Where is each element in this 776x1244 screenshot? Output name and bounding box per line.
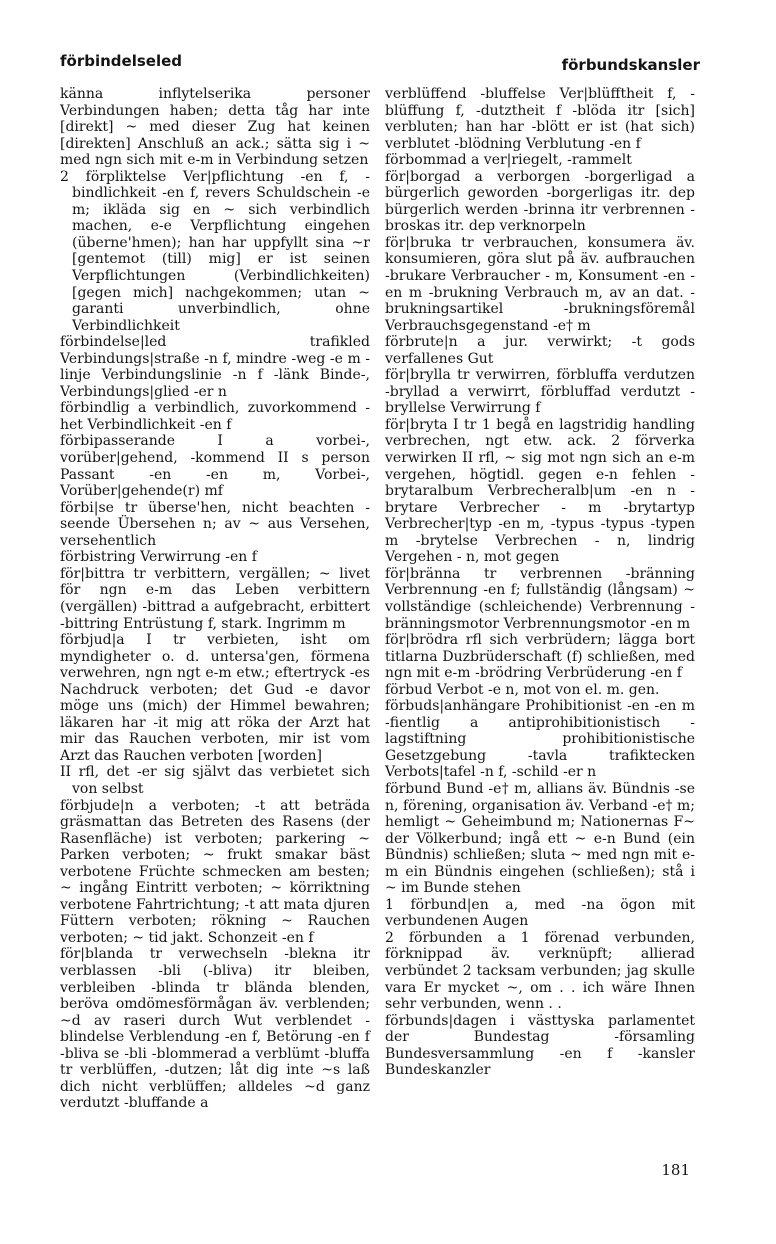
left-column: [60, 86, 370, 1112]
dictionary-entry: för|bruka tr verbrauchen, konsumera äv. konsumieren, göra slut på äv. aufbrauchen -brukare Verbraucher - m, Konsument -en -en m -brukning Verbrauch m, av an dat. -brukningsartikel -brukningsföremål Verbrauchsgegenstand -e† m: [385, 234, 695, 334]
page-number: 181: [661, 1161, 690, 1179]
dictionary-entry: förbunds|dagen i västtyska parlamentet der Bundestag -församling Bundesversammlung -en f -kansler Bundeskanzler: [385, 1012, 695, 1079]
dictionary-entry: förbrute|n a jur. verwirkt; -t gods verfallenes Gut: [385, 334, 695, 367]
dictionary-entry: för|brödra rfl sich verbrüdern; lägga bort titlarna Duzbrüderschaft (f) schließen, med ngn mit e-m -brödring Verbrüderung -en f: [385, 632, 695, 682]
dictionary-entry: förbjude|n a verboten; -t att beträda gräsmattan das Betreten des Rasens (der Rasenfläche) ist verboten; parkering ~ Parken verboten; ~ frukt smakar bäst verbotene Früchte schmecken am besten; ~ ingång Eintritt verboten; ~ körriktning verbotene Fahrtrichtung; -t att mata djuren Füttern verboten; rökning ~ Rauchen verboten; ~ tid jakt. Schonzeit -en f: [60, 797, 370, 946]
dictionary-entry: för|bryta I tr 1 begå en lagstridig handling verbrechen, ngt etw. ack. 2 förverka verwirken II rfl, ~ sig mot ngn sich an e-m vergehen, högtidl. gegen e-n fehlen -brytaralbum Verbrecheralb|um -en n -brytare Verbrecher - m -brytartyp Verbrecher|typ -en m, -typus -typus -typen m -brytelse Verbrechen - n, lindrig Vergehen - n, mot gegen: [385, 416, 695, 566]
dictionary-entry: förbindlig a verbindlich, zuvorkommend -het Verbindlichkeit -en f: [60, 400, 370, 433]
dictionary-entry: förbipasserande I a vorbei-, vorüber|gehend, -kommend II s person Passant -en -en m, Vorbei-, Vorüber|gehende(r) mf: [60, 433, 370, 500]
dictionary-entry: 1 förbund|en a, med -na ögon mit verbundenen Augen: [385, 896, 695, 930]
dictionary-entry: för|blanda tr verwechseln -blekna itr verblassen -bli (-bliva) itr bleiben, verbleiben -blinda tr blända blenden, beröva omdömesförmågan äv. verblenden; ~d av raseri durch Wut verblendet -blindelse Verblendung -en f, Betörung -en f -bliva se -bli -blommerad a verblümt -bluffa tr verblüffen, -dutzen; låt dig inte ~s laß dich nicht verblüffen; alldeles ~d ganz verdutzt -bluffande a: [60, 946, 370, 1112]
dictionary-entry: förbindelse|led trafikled Verbindungs|straße -n f, mindre -weg -e m -linje Verbindungslinie -n f -länk Binde-, Verbindungs|glied -er n: [60, 334, 370, 400]
dictionary-entry: förbuds|anhängare Prohibitionist -en -en m -fientlig a antiprohibitionistisch -lagstiftning prohibitionistische Gesetzgebung -tavla trafiktecken Verbots|tafel -n f, -schild -er n: [385, 698, 695, 781]
dictionary-entry: för|bränna tr verbrennen -bränning Verbrennung -en f; fullständig (långsam) ~ vollständige (schleichende) Verbrennung -bränningsmotor Verbrennungsmotor -en m: [385, 565, 695, 632]
dictionary-entry: 2 förbunden a 1 förenad verbunden, förknippad äv. verknüpft; allierad verbündet 2 tacksam verbunden; jag skulle vara Er mycket ~, om . . ich wäre Ihnen sehr verbunden, wenn . .: [385, 929, 695, 1013]
guide-word-left: förbindelseled: [60, 52, 182, 70]
dictionary-entry: förbi|se tr überse'hen, nicht beachten -seende Übersehen n; av ~ aus Versehen, versehentlich: [60, 499, 370, 549]
dictionary-entry: 2 förpliktelse Ver|pflichtung -en f, -bindlichkeit -en f, revers Schuldschein -e m; ikläda sig en ~ sich verbindlich machen, e-e Verpflichtung eingehen (überne'hmen); han har uppfyllt sina ~r [gentemot (till) mig] er ist seinen Verpflichtungen (Verbindlichkeiten) [gegen mich] nachgekommen; utan ~ garanti unverbindlich, ohne Verbindlichkeit: [60, 168, 370, 334]
dictionary-entry: förbjud|a I tr verbieten, isht om myndigheter o. d. untersa'gen, förmena verwehren, ngn ngt e-m etw.; eftertryck -es Nachdruck verboten; det Gud -e davor möge uns (mich) der Himmel bewahren; läkaren har -it mig att röka der Arzt hat mir das Rauchen verboten, mir ist vom Arzt das Rauchen verboten [worden]: [60, 632, 370, 764]
dictionary-entry: förbund Bund -e† m, allians äv. Bündnis -se n, förening, organisation äv. Verband -e† m; hemligt ~ Geheimbund m; Nationernas F~ der Völkerbund; ingå ett ~ e-n Bund (ein Bündnis) schließen; sluta ~ med ngn mit e-m ein Bündnis eingehen (schließen); stå i ~ im Bunde stehen: [385, 780, 695, 897]
dictionary-entry: för|brylla tr verwirren, förbluffa verdutzen -bryllad a verwirrt, förbluffad verdutzt -bryllelse Verwirrung f: [385, 367, 695, 417]
dictionary-entry: verblüffend -bluffelse Ver|blüfftheit f, -blüffung f, -dutztheit f -blöda itr [sich] verbluten; han har -blött er ist (hat sich) verblutet -blödning Verblutung -en f: [385, 86, 695, 152]
guide-word-right: förbundskansler: [561, 56, 700, 74]
dictionary-entry: förbommad a ver|riegelt, -rammelt: [385, 152, 632, 169]
dictionary-entry: förbistring Verwirrung -en f: [60, 549, 257, 566]
dictionary-entry: känna inflytelserika personer Verbindungen haben; detta tåg har inte [direkt] ~ med dieser Zug hat keinen [direkten] Anschluß an ack.; sätta sig i ~ med ngn sich mit e-m in Verbindung setzen: [60, 86, 370, 169]
dictionary-entry: för|borgad a verborgen -borgerligad a bürgerlich geworden -borgerligas itr. dep bürgerlich werden -brinna itr verbrennen -broskas itr. dep verknorpeln: [385, 168, 695, 235]
dictionary-entry: förbud Verbot -e n, mot von el. m. gen.: [385, 681, 660, 698]
dictionary-entry: för|bittra tr verbittern, vergällen; ~ livet för ngn e-m das Leben verbittern (vergällen) -bittrad a aufgebracht, erbittert -bittring Entrüstung f, stark. Ingrimm m: [60, 565, 370, 632]
right-column: [385, 86, 695, 1079]
dictionary-entry: II rfl, det -er sig självt das verbietet sich von selbst: [60, 764, 370, 797]
